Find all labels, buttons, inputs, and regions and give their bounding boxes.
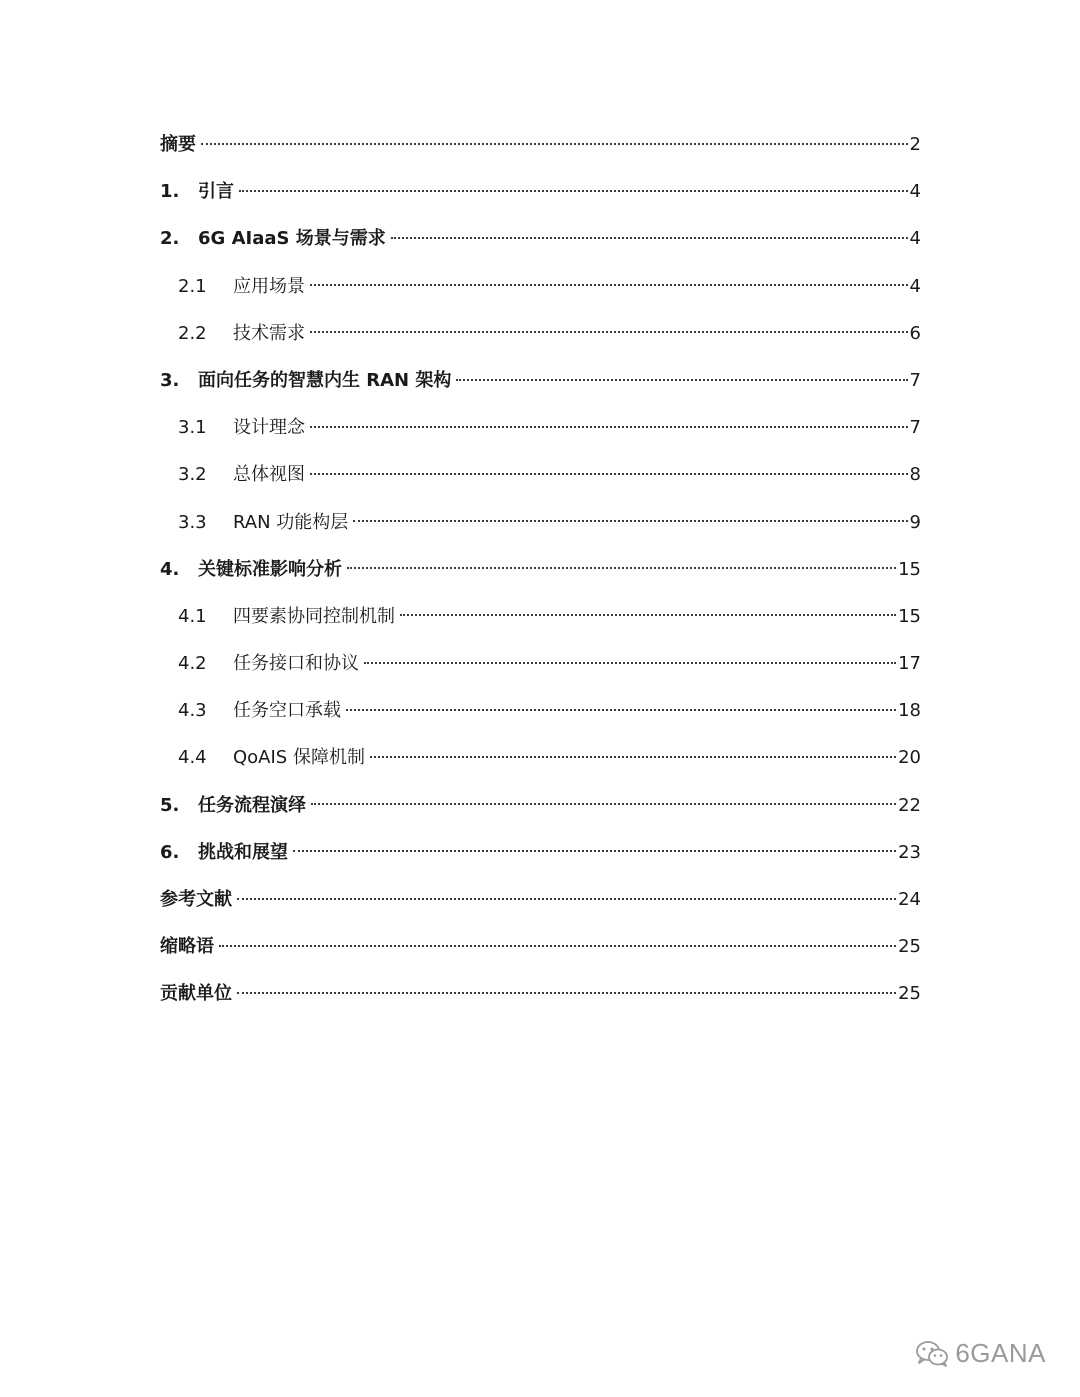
dot-leader [310, 426, 908, 428]
toc-entry-title: 设计理念 [233, 417, 305, 439]
toc-entry-title: 6G AIaaS 场景与需求 [198, 228, 386, 250]
toc-entry[interactable] [160, 782, 921, 829]
toc-entry-page-number: 24 [898, 889, 921, 910]
toc-entry-page-number: 18 [898, 700, 921, 722]
toc-entry-page-number: 23 [898, 841, 921, 863]
toc-entry[interactable] [160, 546, 921, 593]
dot-leader [456, 379, 907, 381]
toc-entry[interactable] [160, 687, 921, 734]
toc-entry-page-number: 8 [909, 464, 921, 486]
toc-entry-page-number: 7 [909, 417, 921, 439]
toc-entry-number: 4.4 [178, 747, 207, 769]
toc-entry-title: 挑战和展望 [198, 841, 288, 863]
toc-entry[interactable] [160, 357, 921, 404]
toc-entry-title: 缩略语 [160, 936, 214, 958]
toc-entry-page-number: 22 [898, 794, 921, 816]
toc-entry[interactable] [160, 263, 921, 310]
toc-entry-title: 总体视图 [233, 464, 305, 486]
toc-entry-number: 4.3 [178, 700, 207, 722]
toc-entry-number: 5. [160, 794, 180, 816]
toc-entry[interactable] [160, 404, 921, 451]
watermark [915, 1338, 1046, 1369]
toc-entry-page-number: 25 [898, 983, 921, 1005]
toc-entry-number: 2.1 [178, 275, 207, 297]
toc-entry-page-number: 6 [909, 322, 921, 344]
toc-entry-page-number: 25 [898, 936, 921, 958]
toc-entry[interactable] [160, 451, 921, 498]
dot-leader [347, 567, 896, 569]
dot-leader [353, 520, 907, 522]
toc-entry[interactable] [160, 734, 921, 781]
toc-entry-number: 4.2 [178, 653, 207, 675]
dot-leader [219, 945, 896, 947]
dot-leader [311, 803, 896, 805]
toc-entry-page-number: 20 [898, 747, 921, 769]
toc-entry-page-number: 15 [898, 605, 921, 627]
toc-entry[interactable] [160, 215, 921, 262]
toc-entry-page-number: 17 [898, 653, 921, 675]
dot-leader [400, 614, 896, 616]
toc-entry-number: 3.1 [178, 417, 207, 439]
dot-leader [364, 662, 896, 664]
toc-entry-title: 关键标准影响分析 [198, 558, 342, 580]
toc-entry-number: 6. [160, 841, 180, 863]
toc-entry-page-number: 4 [909, 275, 921, 297]
toc-entry[interactable] [160, 499, 921, 546]
toc-entry-page-number: 9 [909, 511, 921, 533]
dot-leader [310, 284, 908, 286]
dot-leader [346, 709, 896, 711]
toc-entry-number: 3.3 [178, 511, 207, 533]
toc-entry-page-number: 15 [898, 558, 921, 580]
toc-entry-title: RAN 功能构层 [233, 511, 349, 533]
toc-entry-page-number: 2 [909, 134, 921, 155]
toc-entry-title: QoAIS 保障机制 [233, 747, 365, 769]
toc-entry-title: 任务流程演绎 [198, 794, 306, 816]
dot-leader [201, 143, 908, 145]
wechat-icon [915, 1340, 949, 1368]
toc-entry[interactable] [160, 593, 921, 640]
toc-entry[interactable] [160, 923, 921, 970]
toc-entry-page-number: 4 [909, 228, 921, 250]
toc-entry[interactable] [160, 640, 921, 687]
toc-entry[interactable] [160, 970, 921, 1017]
toc-entry-number: 1. [160, 181, 180, 203]
toc-entry[interactable] [160, 829, 921, 876]
dot-leader [310, 473, 908, 475]
toc-entry-title: 四要素协同控制机制 [233, 605, 395, 627]
toc-entry-title: 引言 [198, 181, 234, 203]
toc-entry-number: 4. [160, 558, 180, 580]
toc-entry-title: 技术需求 [233, 322, 305, 344]
toc-entry-number: 2. [160, 228, 180, 250]
toc-entry[interactable] [160, 310, 921, 357]
dot-leader [370, 756, 896, 758]
toc-entry-title: 任务空口承载 [233, 700, 341, 722]
toc-entry-number: 4.1 [178, 605, 207, 627]
toc-entry[interactable] [160, 168, 921, 215]
toc-entry[interactable] [160, 876, 921, 923]
toc-entry-number: 3.2 [178, 464, 207, 486]
toc-entry-title: 参考文献 [160, 889, 232, 910]
watermark-text: 6GANA [955, 1338, 1046, 1368]
dot-leader [310, 331, 908, 333]
toc-entry[interactable] [160, 121, 921, 168]
toc-entry-title: 应用场景 [233, 275, 305, 297]
toc-entry-title: 贡献单位 [160, 983, 232, 1005]
toc-entry-number: 2.2 [178, 322, 207, 344]
toc-entry-number: 3. [160, 369, 180, 391]
toc-entry-page-number: 4 [909, 181, 921, 203]
toc-entry-page-number: 7 [909, 369, 921, 391]
table-of-contents [160, 121, 921, 1018]
dot-leader [391, 237, 908, 239]
toc-entry-title: 摘要 [160, 134, 196, 155]
dot-leader [237, 898, 896, 900]
dot-leader [237, 992, 896, 994]
toc-entry-title: 面向任务的智慧内生 RAN 架构 [198, 369, 452, 391]
dot-leader [239, 190, 908, 192]
dot-leader [293, 850, 896, 852]
toc-entry-title: 任务接口和协议 [233, 653, 359, 675]
